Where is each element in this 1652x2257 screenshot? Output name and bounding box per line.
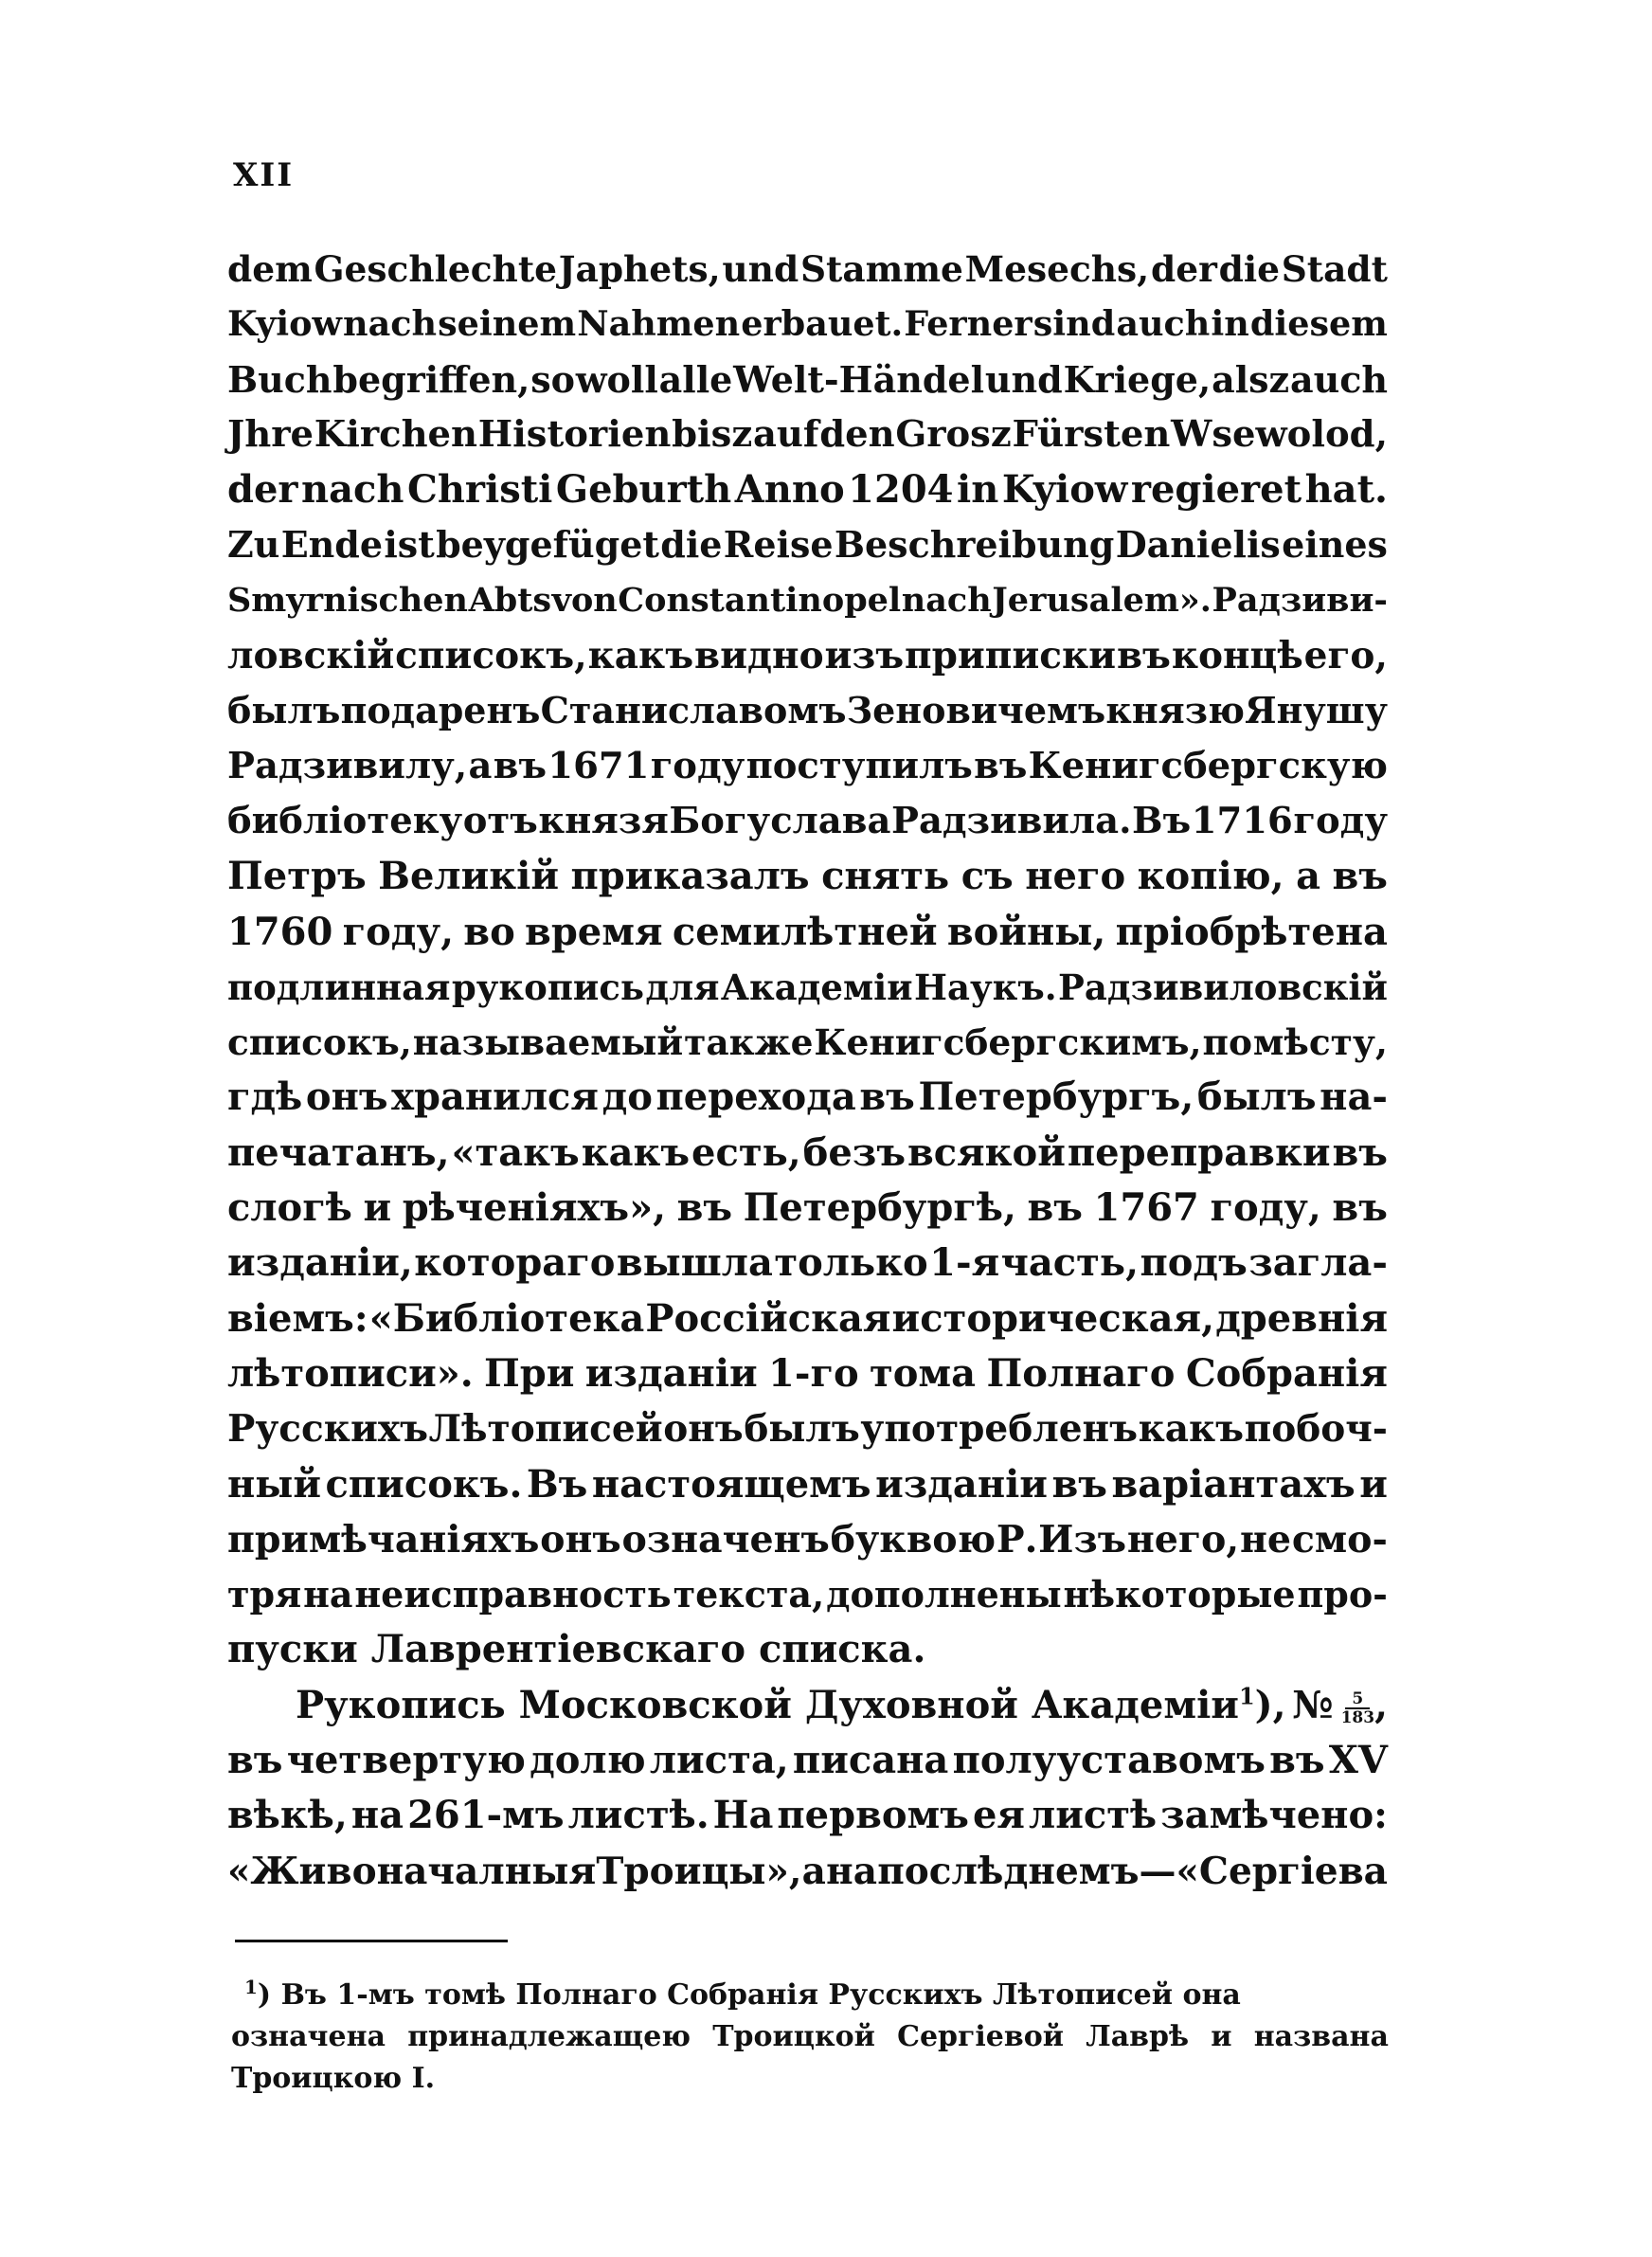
word: а	[468, 744, 493, 787]
word: для	[645, 966, 720, 1008]
word: въ	[1269, 1738, 1325, 1783]
word: лѣтописи».	[227, 1350, 474, 1396]
word: буквою	[830, 1517, 997, 1562]
word: побоч-	[1244, 1407, 1388, 1452]
text-line	[227, 849, 1388, 904]
word: Радзиви-	[1212, 580, 1388, 620]
text-line	[227, 1401, 1388, 1456]
word: in	[1211, 303, 1249, 345]
word: 1760	[227, 909, 333, 954]
word: году	[1293, 799, 1388, 842]
word: und	[984, 357, 1063, 401]
text-line	[227, 739, 1388, 794]
word: смо-	[1291, 1517, 1388, 1562]
word: въ	[974, 744, 1028, 787]
para2-lead	[296, 1678, 1286, 1733]
numero-sign: №	[1292, 1682, 1334, 1727]
word: alle	[658, 357, 733, 401]
word: на	[350, 1793, 404, 1838]
footnote-line	[231, 2058, 1389, 2100]
word: Fürsten	[1012, 412, 1171, 456]
word: beygefüget	[436, 523, 659, 567]
word: Zu	[227, 523, 280, 567]
word: называемый	[412, 1021, 684, 1064]
word: концѣ	[1171, 634, 1303, 678]
word: названа	[1253, 2020, 1389, 2053]
word: Петербургѣ,	[743, 1185, 1016, 1231]
word: подлинная	[227, 966, 451, 1008]
word: библіотеку	[227, 799, 463, 842]
word: первомъ	[777, 1793, 969, 1838]
word: рукопись	[451, 966, 644, 1008]
numero-fraction	[1340, 1688, 1375, 1727]
word: въ	[227, 1738, 283, 1783]
word: Петербургъ,	[918, 1074, 1194, 1120]
word: bisz	[672, 412, 753, 456]
word: принадлежащею	[407, 2020, 691, 2053]
word: 1-я	[929, 1240, 1000, 1286]
word: загла-	[1248, 1240, 1388, 1286]
word: тома	[869, 1350, 977, 1396]
word: списокъ,	[395, 634, 587, 678]
text-line	[227, 628, 1388, 683]
word: него,	[1126, 1517, 1240, 1562]
line-text: пуски Лаврентіевскаго списка.	[227, 1627, 926, 1672]
word: Christi	[407, 467, 553, 513]
text-line	[227, 683, 1388, 738]
word: Изъ	[1038, 1517, 1127, 1562]
word: хранился	[391, 1074, 599, 1120]
word: 1716	[1191, 799, 1293, 842]
word: hat.	[1304, 467, 1388, 513]
word: Jerusalem».	[992, 580, 1212, 620]
word: подаренъ	[340, 689, 541, 732]
word: переправки	[1067, 1129, 1331, 1175]
word: въ	[1051, 1461, 1107, 1507]
word: подъ	[1140, 1240, 1248, 1286]
word: den	[819, 412, 895, 456]
word: году,	[1210, 1185, 1321, 1231]
word: перехода	[655, 1074, 856, 1120]
word: часть,	[1000, 1240, 1140, 1286]
word: Въ	[1132, 799, 1192, 842]
word: sind	[1032, 303, 1116, 345]
word: nach	[301, 467, 404, 513]
word: Historien	[477, 412, 672, 456]
word: означена	[231, 2020, 386, 2053]
word: изданіи	[875, 1461, 1048, 1507]
footnotes	[231, 1975, 1389, 2100]
word: былъ	[1196, 1074, 1317, 1120]
para2-close: ),	[1254, 1682, 1286, 1727]
word: пріобрѣтена	[1115, 909, 1388, 954]
text-line	[227, 1291, 1388, 1346]
word: настоящемъ	[591, 1461, 871, 1507]
word: Академіи	[720, 966, 913, 1008]
word: про-	[1297, 1573, 1388, 1616]
word: so	[530, 357, 575, 401]
word: текста,	[673, 1573, 825, 1616]
word: изданіи	[584, 1350, 758, 1396]
word: Зеновичемъ	[846, 689, 1106, 732]
word: съ	[961, 854, 1014, 899]
word: Kyiow	[1001, 467, 1128, 513]
footnote-mark-close: )	[257, 1978, 272, 2012]
word: Geburth	[555, 467, 732, 513]
word: снять	[821, 854, 950, 899]
word: не	[1239, 1517, 1292, 1562]
word: «такъ	[451, 1129, 580, 1175]
numero-top: 5	[1352, 1688, 1364, 1708]
word: Danielis	[1115, 523, 1281, 567]
word: его,	[1303, 634, 1388, 678]
word: а	[801, 1849, 826, 1893]
word: Сергіевой	[897, 2020, 1064, 2053]
text-line	[227, 960, 1388, 1015]
word: семилѣтней	[672, 909, 938, 954]
word: изъ	[824, 634, 905, 678]
word: какъ	[587, 634, 694, 678]
word: Japhets,	[558, 248, 721, 290]
word: «Библіотека	[368, 1295, 645, 1341]
word: woll	[575, 357, 658, 401]
word: der	[1151, 248, 1217, 290]
paragraph-2-first-line	[227, 1678, 1388, 1733]
main-text	[227, 242, 1388, 1899]
word: онъ	[540, 1517, 621, 1562]
word: die	[660, 523, 723, 567]
word: Reise	[723, 523, 834, 567]
word: отъ	[462, 799, 538, 842]
word: онъ	[305, 1074, 388, 1120]
word: онъ	[663, 1407, 744, 1452]
text-line	[227, 1126, 1388, 1181]
word: Великій	[378, 854, 560, 899]
word: Россійская	[645, 1295, 891, 1341]
word: Радзивиловскій	[1058, 966, 1388, 1008]
word: полууставомъ	[952, 1738, 1266, 1783]
word: Троицкой	[712, 2020, 875, 2053]
word: былъ	[227, 689, 341, 732]
word: есть,	[691, 1129, 801, 1175]
word: ловскій	[227, 634, 395, 678]
word: въ	[1332, 1185, 1388, 1231]
word: віемъ:	[227, 1295, 368, 1341]
text-line	[227, 794, 1388, 849]
word: Jhre	[227, 412, 314, 456]
word: означенъ	[621, 1517, 830, 1562]
word: видно	[694, 634, 824, 678]
word: рѣченіяхъ»,	[402, 1185, 667, 1231]
word: Лаврѣ	[1086, 2020, 1190, 2053]
footnote-text: Троицкою I.	[231, 2062, 436, 2095]
word: въ	[859, 1074, 915, 1120]
word: Kirchen	[314, 412, 478, 456]
word: листѣ	[1028, 1793, 1158, 1838]
word: Ferner	[904, 303, 1032, 345]
text-line	[227, 1567, 1388, 1622]
word: употребленъ	[860, 1407, 1138, 1452]
text-line	[227, 462, 1388, 517]
text-line	[227, 352, 1388, 407]
word: году,	[342, 909, 454, 954]
text-line	[227, 1844, 1388, 1899]
word: мѣсту,	[1252, 1021, 1388, 1064]
footnote-marker	[244, 1975, 1241, 2016]
word: Stadt	[1281, 248, 1388, 290]
word: въ	[1116, 634, 1171, 678]
word: гдѣ	[227, 1074, 303, 1120]
word: Собранія	[1185, 1350, 1388, 1396]
word: князю	[1105, 689, 1245, 732]
word: списокъ.	[325, 1461, 523, 1507]
word: 1671	[548, 744, 650, 787]
word: и	[1359, 1461, 1388, 1507]
word: alsz	[1212, 357, 1290, 401]
word: время	[525, 909, 663, 954]
word: Радзивилу,	[227, 744, 468, 787]
word: Р.	[996, 1517, 1038, 1562]
word: году	[650, 744, 745, 787]
word: на	[303, 1573, 353, 1616]
word: von	[551, 580, 618, 620]
word: auf	[752, 412, 819, 456]
word: въ	[493, 744, 547, 787]
word: eines	[1282, 523, 1388, 567]
word: замѣчено:	[1160, 1793, 1388, 1838]
word: in	[957, 467, 999, 513]
word: «Живоначалныя	[227, 1849, 597, 1893]
word: Кенигсбергскую	[1028, 744, 1388, 787]
word: Полнаго	[986, 1350, 1176, 1396]
word: во	[463, 909, 515, 954]
word: него	[1025, 854, 1126, 899]
word: былъ	[744, 1407, 860, 1452]
word: дополнены	[826, 1573, 1062, 1616]
word: ный	[227, 1461, 322, 1507]
footnote-line	[231, 1975, 1389, 2016]
word: какъ	[1138, 1407, 1245, 1452]
word: по	[1202, 1021, 1252, 1064]
word: 1-го	[768, 1350, 859, 1396]
word: begriffen,	[332, 357, 530, 401]
word: 1767	[1093, 1185, 1199, 1231]
numero-group	[1292, 1678, 1388, 1733]
word: въ	[1332, 1129, 1388, 1175]
word: списокъ,	[227, 1021, 412, 1064]
word: Stamme	[799, 248, 963, 290]
text-line	[227, 242, 1388, 297]
word: die	[1218, 248, 1280, 290]
word: Mesechs,	[964, 248, 1150, 290]
word: 1204	[848, 467, 954, 513]
word: nach	[901, 580, 992, 620]
word: послѣднемъ—«Сергіева	[877, 1849, 1388, 1893]
word: и	[363, 1185, 392, 1231]
word: и	[1211, 2020, 1232, 2053]
word: четвертую	[286, 1738, 526, 1783]
text-line	[227, 573, 1388, 628]
word: ея	[972, 1793, 1025, 1838]
word: dem	[227, 248, 313, 290]
text-line	[227, 1346, 1388, 1401]
word: Kyiow	[227, 303, 342, 345]
word: Kriege,	[1063, 357, 1212, 401]
word: также	[684, 1021, 814, 1064]
word: слогѣ	[227, 1185, 352, 1231]
word: до	[602, 1074, 653, 1120]
word: На	[712, 1793, 774, 1838]
word: нѣкоторые	[1063, 1573, 1296, 1616]
word: въ	[676, 1185, 733, 1231]
word: историческая,	[891, 1295, 1215, 1341]
word: seinem	[438, 303, 577, 345]
text-line	[227, 297, 1388, 352]
word: Wsewolod,	[1171, 412, 1388, 456]
text-line	[227, 1181, 1388, 1236]
page-number: XII	[233, 156, 295, 194]
footnote-reference: 1	[1238, 1682, 1255, 1710]
para2-lead-text: Рукопись Московской Духовной Академіи	[296, 1682, 1239, 1727]
text-line	[227, 517, 1388, 572]
word: Въ	[526, 1461, 588, 1507]
word: въ	[1027, 1185, 1083, 1231]
word: вѣкѣ,	[227, 1793, 348, 1838]
word: безъ	[802, 1129, 906, 1175]
word: копію,	[1137, 854, 1284, 899]
word: erbauet.	[741, 303, 904, 345]
word: долю	[530, 1738, 646, 1783]
word: а	[1296, 854, 1321, 899]
word: Русскихъ	[227, 1407, 429, 1452]
footnote-line	[231, 2016, 1389, 2058]
word: писана	[792, 1738, 949, 1783]
word: Богуслава	[669, 799, 891, 842]
word: Радзивила.	[891, 799, 1132, 842]
word: вышла	[616, 1240, 773, 1286]
numero-bottom: 183	[1340, 1707, 1375, 1727]
word: Anno	[734, 467, 845, 513]
word: Троицы»,	[596, 1849, 802, 1893]
text-line	[227, 905, 1388, 960]
word: Станиславомъ	[540, 689, 847, 732]
word: неисправность	[354, 1573, 672, 1616]
word: на	[826, 1849, 877, 1893]
word: всякой	[907, 1129, 1066, 1175]
text-line	[227, 1733, 1388, 1788]
word: Grosz	[895, 412, 1012, 456]
word: diesem	[1249, 303, 1388, 345]
word: ist	[384, 523, 435, 567]
word: und	[722, 248, 799, 290]
text-line	[227, 1236, 1388, 1291]
text-line	[227, 1015, 1388, 1070]
word: приписки	[905, 634, 1117, 678]
word: въ	[1332, 854, 1388, 899]
word: поступилъ	[745, 744, 973, 787]
word: Петръ	[227, 854, 367, 899]
text-line	[227, 1788, 1388, 1843]
text-line	[227, 1457, 1388, 1512]
word: nach	[343, 303, 437, 345]
word: печатанъ,	[227, 1129, 450, 1175]
word: Янушу	[1245, 689, 1388, 732]
word: Nahmen	[577, 303, 741, 345]
word: тря	[227, 1573, 302, 1616]
word: котораго	[414, 1240, 616, 1286]
text-line	[227, 1070, 1388, 1125]
word: Geschlechte	[314, 248, 558, 290]
text-line	[227, 1512, 1388, 1567]
word: войны,	[946, 909, 1106, 954]
word: варіантахъ	[1111, 1461, 1356, 1507]
word: примѣчаніяхъ	[227, 1517, 540, 1562]
word: Наукъ.	[914, 966, 1057, 1008]
word: der	[227, 467, 298, 513]
word: древнія	[1215, 1295, 1388, 1341]
word: на-	[1320, 1074, 1388, 1120]
word: Лѣтописей	[428, 1407, 663, 1452]
text-line	[227, 1622, 1388, 1677]
word: приказалъ	[570, 854, 810, 899]
word: листа,	[649, 1738, 789, 1783]
word: regieret	[1130, 467, 1302, 513]
word: Abts	[468, 580, 552, 620]
word: Ende	[280, 523, 384, 567]
text-line	[227, 407, 1388, 462]
word: auch	[1116, 303, 1211, 345]
word: Кенигсбергскимъ,	[814, 1021, 1202, 1064]
word: какъ	[581, 1129, 691, 1175]
word: Beschreibung	[834, 523, 1115, 567]
word: Constantinopel	[618, 580, 902, 620]
numero-trail: ,	[1374, 1682, 1388, 1727]
word: только	[774, 1240, 928, 1286]
word: Buch	[227, 357, 332, 401]
word: При	[484, 1350, 575, 1396]
word: auch	[1289, 357, 1388, 401]
word: изданіи,	[227, 1240, 413, 1286]
word: Welt-Händel	[733, 357, 985, 401]
word: князя	[538, 799, 669, 842]
word: 261-мъ	[407, 1793, 565, 1838]
footnote-mark: 1	[244, 1976, 258, 1998]
word: листѣ.	[567, 1793, 709, 1838]
word: Smyrnischen	[227, 580, 469, 620]
word: XV	[1328, 1738, 1388, 1783]
footnote-separator	[235, 1940, 508, 1942]
footnote-text: Въ 1-мъ томѣ Полнаго Собранія Русскихъ Лѣтописей она	[280, 1978, 1241, 2012]
